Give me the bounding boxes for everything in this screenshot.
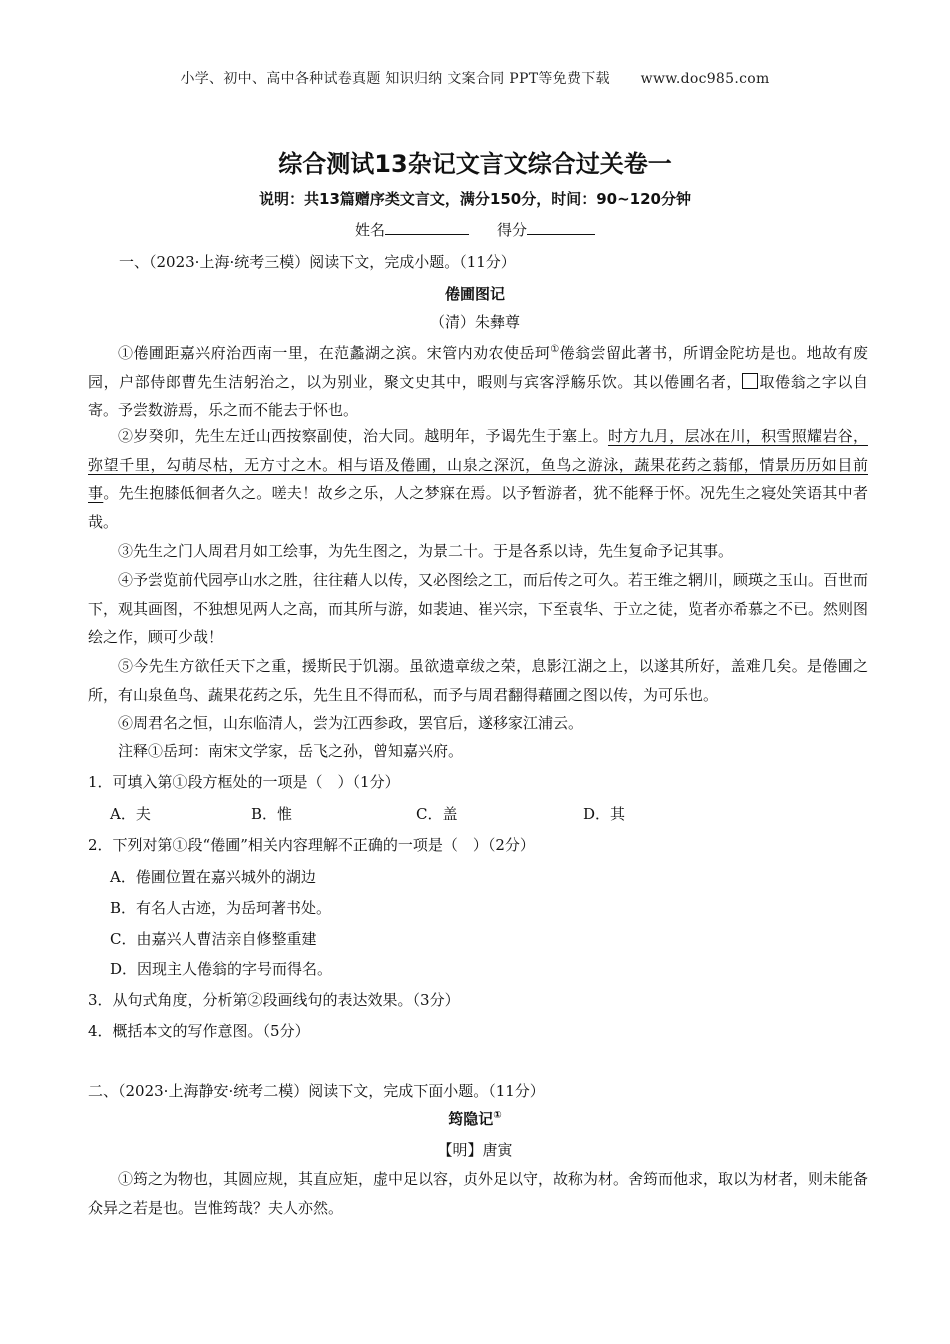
passage-1-paragraph-2 xyxy=(88,422,868,536)
header-site-link[interactable]: www.doc985.com xyxy=(640,71,770,87)
passage-2-paragraph-1: ①筠之为物也，其圆应规，其直应矩，虚中足以容，贞外足以守，故称为材。舍筠而他求，取以为材者，则未能备众异之若是也。岂惟筠哉？夫人亦然。 xyxy=(88,1170,869,1217)
question-2: 2．下列对第①段“倦圃”相关内容理解不正确的一项是（ ）（2分） xyxy=(88,836,535,854)
name-blank[interactable] xyxy=(385,220,469,235)
footnote-marker: ① xyxy=(493,1110,502,1121)
question-1: 1．可填入第①段方框处的一项是（ ）（1分） xyxy=(88,773,400,791)
passage-1-paragraph-1 xyxy=(88,336,868,425)
passage-2-title xyxy=(0,1108,950,1129)
question-3: 3．从句式角度，分析第②段画线句的表达效果。（3分） xyxy=(88,991,460,1009)
passage-1-title: 倦圃图记 xyxy=(444,285,505,303)
footnote-marker: ① xyxy=(550,344,560,355)
para-1-text-end: 取倦翁之字以自寄。予尝数游焉，乐之而不能去于怀也。 xyxy=(88,372,868,420)
q2-option-b[interactable]: B．有名人古迹，为岳珂著书处。 xyxy=(110,899,332,917)
passage-1-paragraph-3: ③先生之门人周君月如工绘事，为先生图之，为景二十。于是各系以诗，先生复命予记其事。 xyxy=(118,542,734,560)
exam-instructions: 说明：共13篇赠序类文言文，满分150分，时间：90~120分钟 xyxy=(259,190,691,208)
para-2-text: ②岁癸卯，先生左迁山西按察副使，治大同。越明年，予谒先生于塞上。 xyxy=(118,427,608,445)
page-header xyxy=(0,68,950,88)
para-1-text-cont: 倦翁尝留此著书，所谓金陀坊是也。地故有废园，户部侍郎曹先生洁躬治之，以为别业，聚文史其中，暇则与宾客浮觞乐饮。其以倦圃名者， xyxy=(88,344,868,391)
exam-title: 综合测试13杂记文言文综合过关卷一 xyxy=(278,150,672,178)
q2-option-a[interactable]: A．倦圃位置在嘉兴城外的湖边 xyxy=(110,868,316,886)
section-1-heading: 一、（2023·上海·统考三模）阅读下文，完成小题。（11分） xyxy=(119,253,516,271)
passage-1-footnote: 注释①岳珂：南宋文学家，岳飞之孙，曾知嘉兴府。 xyxy=(118,742,464,760)
para-1-text: ①倦圃距嘉兴府治西南一里，在范蠡湖之滨。宋管内劝农使岳珂 xyxy=(118,344,551,362)
underlined-sentence: 时方九月，层冰在川，积雪照耀岩谷，弥望千里，勾萌尽枯，无方寸之木。相与语及倦圃，山泉之深沉，鱼鸟之游泳，蔬果花药之蓊郁，情景历历如目前事 xyxy=(88,427,868,503)
q1-option-b[interactable]: B．惟 xyxy=(251,805,293,823)
passage-1-paragraph-5: ⑤今先生方欲任天下之重，援斯民于饥溺。虽欲遗章绂之荣，息影江湖之上，以遂其所好，盖难几矣。是倦圃之所，有山泉鱼鸟、蔬果花药之乐，先生且不得而私，而予与周君翻得藉圃之图以传，为可乐也。 xyxy=(88,657,868,704)
passage-2-author: 【明】唐寅 xyxy=(437,1141,513,1159)
answer-box xyxy=(742,373,758,389)
q2-option-d[interactable]: D．因现主人倦翁的字号而得名。 xyxy=(110,960,333,978)
para-2-text-end: 。先生抱膝低徊者久之。嗟夫！故乡之乐，人之梦寐在焉。以予暂游者，犹不能释于怀。况先生之寝处笑语其中者哉。 xyxy=(88,484,868,531)
passage-2-title-text: 筠隐记 xyxy=(448,1110,494,1128)
passage-1-paragraph-4: ④予尝览前代园亭山水之胜，往往藉人以传，又必图绘之工，而后传之可久。若王维之辋川，顾瑛之玉山。百世而下，观其画图，不独想见两人之高，而其所与游，如裴迪、崔兴宗，下至袁华、于立之徒，览者亦希慕之不已。然则图绘之作，顾可少哉！ xyxy=(88,571,869,647)
q1-option-c[interactable]: C．盖 xyxy=(416,805,458,823)
q2-option-c[interactable]: C．由嘉兴人曹洁亲自修整重建 xyxy=(110,930,317,948)
question-4: 4．概括本文的写作意图。（5分） xyxy=(88,1022,310,1040)
q1-option-d[interactable]: D．其 xyxy=(583,805,626,823)
section-2-heading: 二、（2023·上海静安·统考二模）阅读下文，完成下面小题。（11分） xyxy=(88,1082,545,1100)
passage-1-paragraph-6: ⑥周君名之恒，山东临清人，尝为江西参政，罢官后，遂移家江浦云。 xyxy=(118,714,584,732)
name-score-row xyxy=(0,219,950,240)
name-label: 姓名 xyxy=(354,221,385,239)
q1-option-a[interactable]: A．夫 xyxy=(110,805,151,823)
score-blank[interactable] xyxy=(527,220,595,235)
header-text: 小学、初中、高中各种试卷真题 知识归纳 文案合同 PPT等免费下载 xyxy=(180,71,610,87)
passage-1-author: （清）朱彝尊 xyxy=(429,313,520,331)
score-label: 得分 xyxy=(497,221,528,239)
